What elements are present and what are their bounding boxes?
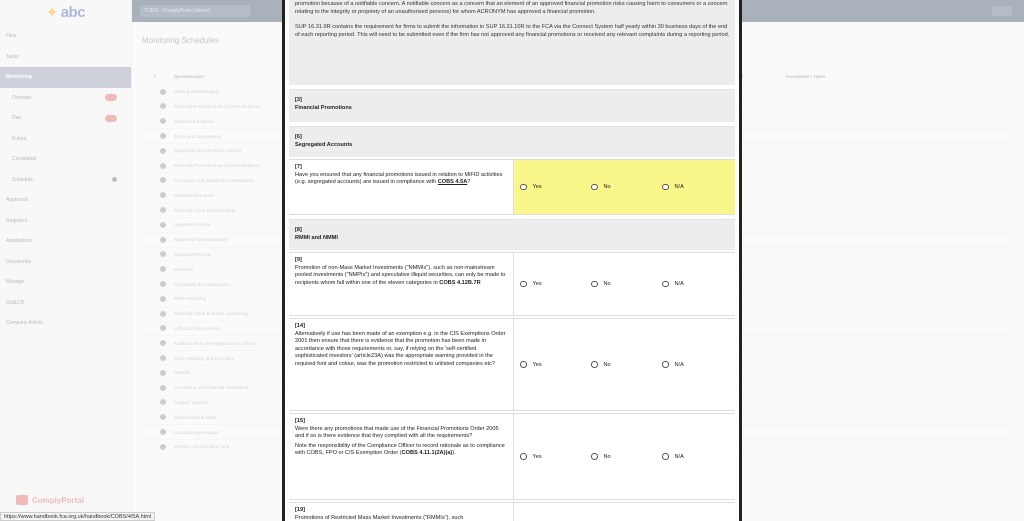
option-label: No — [603, 361, 611, 368]
option-na[interactable] — [662, 453, 733, 460]
intro-text — [289, 0, 735, 85]
question-row — [289, 502, 735, 521]
option-yes[interactable] — [520, 361, 591, 368]
option-no[interactable] — [591, 453, 662, 460]
cobs-link[interactable]: COBS 4.5A — [437, 179, 468, 186]
question-text — [289, 160, 513, 214]
option-no[interactable] — [591, 361, 662, 368]
option-na[interactable] — [662, 184, 733, 191]
option-label: N/A — [674, 361, 684, 368]
question-row — [289, 252, 735, 316]
option-label: N/A — [674, 184, 684, 190]
section-header — [289, 89, 735, 122]
option-no[interactable] — [591, 184, 662, 191]
intro-paragraph: SUP 16.31.9R contains the requirement for firms to submit the information in SUP 16.31.10R to the FCA via the Connect System half yearly within 30 business days of the end of each reporting period. This will need to be submitted even if the firm has not approved any financial promotions or received any relevant complaints during a reporting period. — [295, 24, 730, 38]
question-text — [289, 414, 513, 499]
status-bar-url: https://www.handbook.fca.org.uk/handbook/COBS/4/5A.html — [0, 512, 155, 521]
option-yes[interactable] — [520, 281, 591, 288]
questionnaire-modal — [282, 0, 742, 521]
option-na[interactable] — [662, 281, 733, 288]
option-no[interactable] — [591, 281, 662, 288]
answer-options — [513, 160, 735, 214]
radio-no[interactable] — [591, 281, 598, 288]
option-label: N/A — [674, 453, 684, 460]
section-number: [3] — [295, 97, 302, 103]
cobs-reference: COBS 4.11.1(2A)(a) — [401, 450, 453, 457]
answer-options — [513, 503, 735, 521]
question-note — [295, 443, 507, 458]
radio-yes[interactable] — [520, 361, 527, 368]
question-text — [289, 503, 513, 521]
section-header — [289, 219, 735, 250]
option-label: No — [603, 184, 611, 190]
question-number: [7] — [295, 164, 302, 170]
option-label: No — [603, 453, 611, 460]
radio-na[interactable] — [662, 453, 669, 460]
option-label: No — [603, 281, 611, 287]
question-row — [289, 159, 735, 215]
note-text: Note the responsibility of the Compliance Officer to record rationale as to compliance with COBS, FPO or CIS Exemption Order ( — [295, 442, 505, 457]
question-row — [289, 413, 735, 500]
section-number: [6] — [295, 134, 302, 140]
question-text — [289, 253, 513, 315]
answer-options — [513, 253, 735, 315]
radio-na[interactable] — [662, 281, 669, 288]
option-yes[interactable] — [520, 184, 591, 191]
option-na[interactable] — [662, 361, 733, 368]
answer-options — [513, 319, 735, 410]
radio-yes[interactable] — [520, 281, 527, 288]
question-body: Were there any promotions that made use of the Financial Promotions Order 2005 and if so is there evidence that they complied with all the requirements? — [295, 425, 499, 440]
radio-yes[interactable] — [520, 453, 527, 460]
option-label: Yes — [532, 361, 542, 368]
question-text — [289, 319, 513, 410]
option-yes[interactable] — [520, 453, 591, 460]
question-tail: ? — [467, 179, 471, 186]
question-number: [19] — [295, 507, 305, 513]
radio-no[interactable] — [591, 361, 598, 368]
radio-na[interactable] — [662, 184, 669, 191]
section-title: RMMI and NMMI — [295, 235, 338, 241]
question-number: [15] — [295, 418, 305, 424]
option-label: Yes — [532, 453, 542, 460]
radio-no[interactable] — [591, 453, 598, 460]
question-number: [9] — [295, 257, 302, 263]
option-label: Yes — [532, 281, 542, 287]
section-header — [289, 126, 735, 157]
question-body: Promotions of Restricted Mass Market Investments ("RMMIs"), such — [295, 514, 464, 521]
intro-paragraph: promotion because of a notifiable concern. A notifiable concern as a concern that an element of an approved financial promotion risks causing harm to consumers or a concern relating to the integrity or propriety of an unauthorised persons) for whom ACRONYM has approved a financial promotion. — [295, 1, 728, 15]
section-number: [8] — [295, 227, 302, 233]
note-tail: ). — [452, 450, 456, 457]
answer-options — [513, 414, 735, 499]
radio-no[interactable] — [591, 184, 598, 191]
radio-na[interactable] — [662, 361, 669, 368]
question-number: [14] — [295, 323, 305, 329]
cobs-reference: COBS 4.12B.7R — [439, 279, 481, 286]
option-label: N/A — [674, 281, 684, 287]
radio-yes[interactable] — [520, 184, 527, 191]
question-body: Have you ensured that any financial promotions issued in relation to MiFID activities (e.g. segregated accounts) are issued in compliance with — [295, 171, 503, 186]
question-row — [289, 318, 735, 411]
option-label: Yes — [532, 184, 542, 190]
section-title: Financial Promotions — [295, 105, 352, 111]
question-body: Alternatively if use has been made of an exemption e.g. in the CIS Exemptions Order 2001 then ensure that there is evidence that the promotion has been made in accordance with those requirements or, say, if relying on the 'self-certified sophisticated investors' (article23A) was the appropriate warning provided in the required font and colour, was the promotion restricted to unlisted companies etc? — [295, 330, 506, 367]
section-title: Segregated Accounts — [295, 142, 353, 148]
question-body: Promotion of non-Mass Market Investments ("NMMIs"), such as non-mainstream pooled investments ("NMPIs") and speculative illiquid securities, can only be made to recipients whom fall within one of the eleven categories in — [295, 264, 506, 286]
